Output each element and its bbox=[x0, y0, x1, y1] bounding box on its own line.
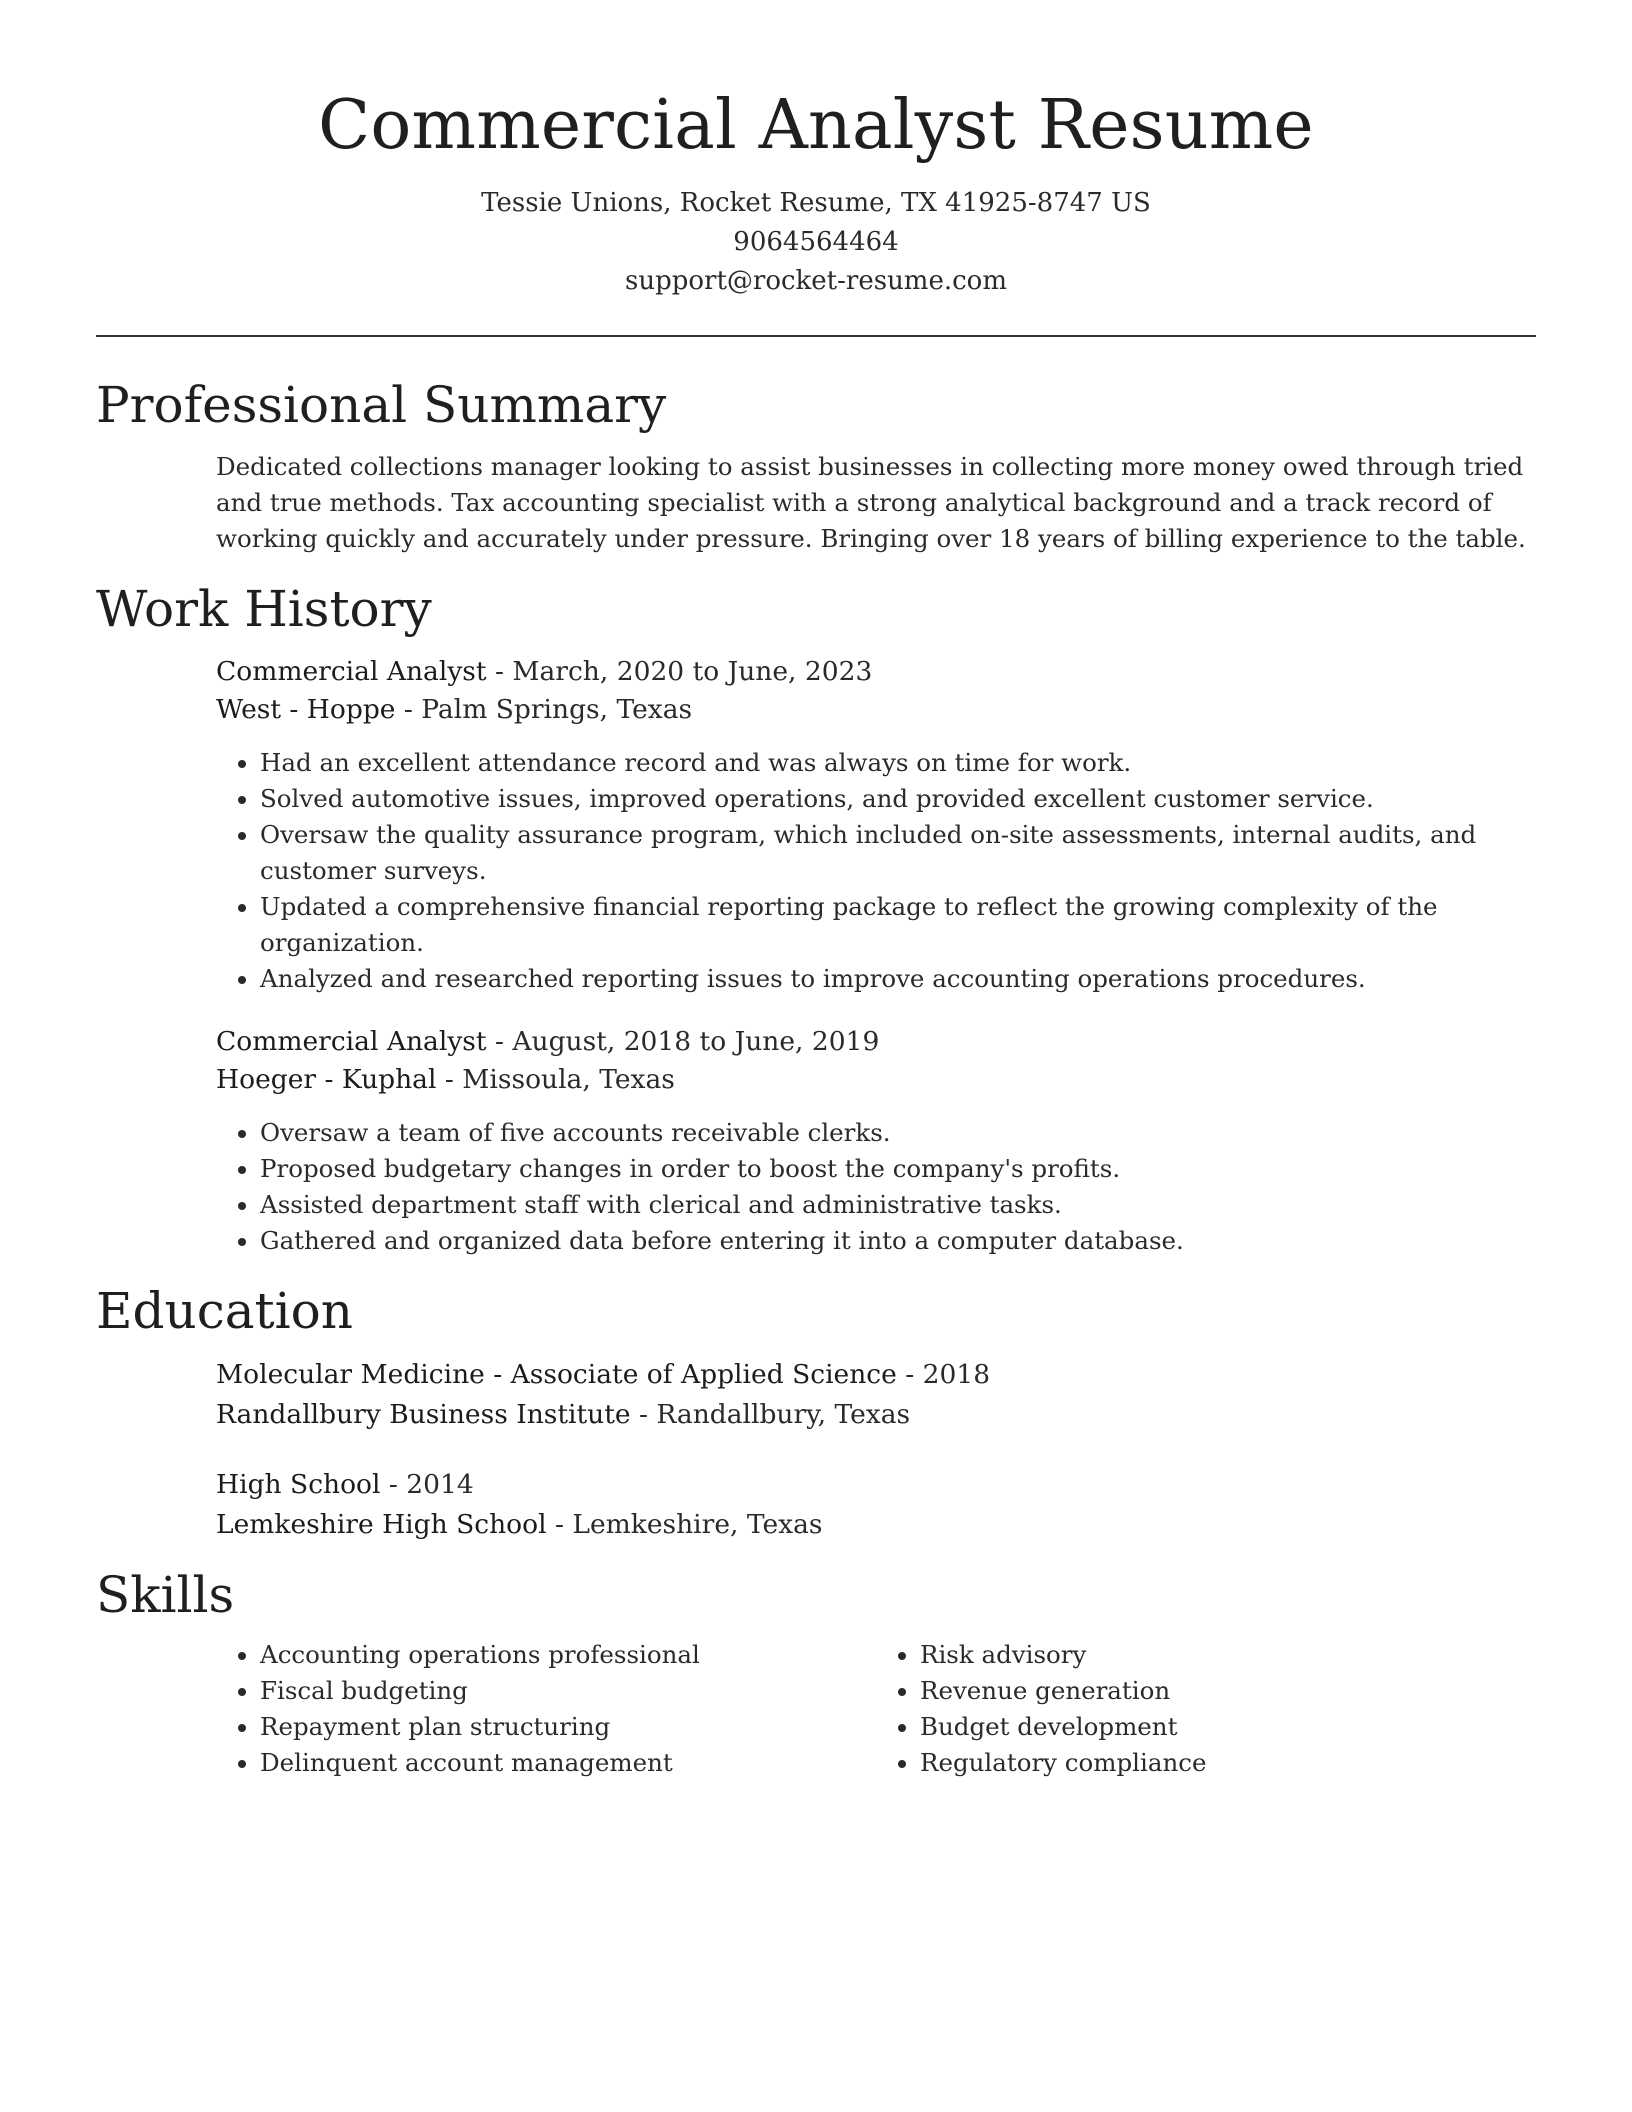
job-bullet: • Proposed budgetary changes in order to boost the company's profits. bbox=[260, 1151, 1536, 1187]
summary-heading: Professional Summary bbox=[96, 376, 667, 434]
skills-list-right bbox=[876, 1637, 1536, 1781]
skills-list-left bbox=[216, 1637, 876, 1781]
job-bullet: • Updated a comprehensive financial reporting package to reflect the growing complexity of the organization. bbox=[260, 889, 1536, 961]
education-location: - Lemkeshire, Texas bbox=[546, 1509, 823, 1540]
job-location: - Palm Springs, Texas bbox=[395, 694, 693, 725]
skill-item: • Repayment plan structuring bbox=[260, 1709, 876, 1745]
education-location: - Randallbury, Texas bbox=[630, 1399, 911, 1430]
job-bullet: • Oversaw a team of five accounts receivable clerks. bbox=[260, 1115, 1536, 1151]
skill-item: • Budget development bbox=[920, 1709, 1536, 1745]
skill-item: • Delinquent account management bbox=[260, 1745, 876, 1781]
job-company: West - Hoppe bbox=[216, 694, 396, 725]
education-degree-line bbox=[216, 1465, 1536, 1505]
job-dates: - August, 2018 to June, 2019 bbox=[486, 1026, 880, 1057]
work-history-list bbox=[216, 653, 1536, 1259]
education-heading: Education bbox=[96, 1282, 353, 1340]
education-year: - 2018 bbox=[896, 1359, 991, 1390]
job-bullet: • Solved automotive issues, improved operations, and provided excellent customer service. bbox=[260, 781, 1536, 817]
job-bullets bbox=[216, 745, 1536, 997]
contact-phone: 9064564464 bbox=[733, 227, 899, 257]
education-entry bbox=[216, 1465, 1536, 1545]
job-title: Commercial Analyst bbox=[216, 1026, 487, 1057]
education-degree: Molecular Medicine - Associate of Applied Science bbox=[216, 1359, 897, 1390]
job-bullets bbox=[216, 1115, 1536, 1259]
contact-address: Tessie Unions, Rocket Resume, TX 41925-8747 US bbox=[481, 188, 1151, 218]
resume-title: Commercial Analyst Resume bbox=[318, 86, 1314, 165]
job-company: Hoeger - Kuphal bbox=[216, 1064, 437, 1095]
job-dates: - March, 2020 to June, 2023 bbox=[486, 656, 873, 687]
education-list bbox=[216, 1355, 1536, 1545]
skills-columns bbox=[216, 1637, 1536, 1781]
contact-block bbox=[96, 184, 1536, 301]
job-title-line bbox=[216, 653, 1536, 691]
job-company-line bbox=[216, 1061, 1536, 1099]
job-title: Commercial Analyst bbox=[216, 656, 487, 687]
job-company-line bbox=[216, 691, 1536, 729]
job-bullet: • Oversaw the quality assurance program, which included on-site assessments, internal audits, and customer surveys. bbox=[260, 817, 1536, 889]
skill-item: • Revenue generation bbox=[920, 1673, 1536, 1709]
job-title-line bbox=[216, 1023, 1536, 1061]
contact-email: support@rocket-resume.com bbox=[624, 266, 1007, 296]
skill-item: • Accounting operations professional bbox=[260, 1637, 876, 1673]
job-entry bbox=[216, 653, 1536, 997]
skill-item: • Risk advisory bbox=[920, 1637, 1536, 1673]
education-year: - 2014 bbox=[380, 1469, 474, 1500]
resume-page bbox=[96, 0, 1536, 1781]
education-school: Lemkeshire High School bbox=[216, 1509, 547, 1540]
education-entry bbox=[216, 1355, 1536, 1435]
job-bullet: • Had an excellent attendance record and was always on time for work. bbox=[260, 745, 1536, 781]
education-school-line bbox=[216, 1505, 1536, 1545]
work-history-heading: Work History bbox=[96, 580, 432, 638]
job-bullet: • Assisted department staff with clerical and administrative tasks. bbox=[260, 1187, 1536, 1223]
education-degree: High School bbox=[216, 1469, 381, 1500]
header-divider bbox=[96, 335, 1536, 337]
skill-item: • Fiscal budgeting bbox=[260, 1673, 876, 1709]
job-bullet: • Analyzed and researched reporting issues to improve accounting operations procedures. bbox=[260, 961, 1536, 997]
education-degree-line bbox=[216, 1355, 1536, 1395]
education-school-line bbox=[216, 1395, 1536, 1435]
education-school: Randallbury Business Institute bbox=[216, 1399, 631, 1430]
skills-heading: Skills bbox=[96, 1566, 235, 1624]
job-location: - Missoula, Texas bbox=[436, 1064, 675, 1095]
summary-text: Dedicated collections manager looking to assist businesses in collecting more money owed through tried and true methods. Tax accounting specialist with a strong analytical background and a track record of working quickly and accurately under pressure. Bringing over 18 years of billing experience to the table. bbox=[216, 452, 1526, 553]
skill-item: • Regulatory compliance bbox=[920, 1745, 1536, 1781]
job-bullet: • Gathered and organized data before entering it into a computer database. bbox=[260, 1223, 1536, 1259]
job-entry bbox=[216, 1023, 1536, 1259]
